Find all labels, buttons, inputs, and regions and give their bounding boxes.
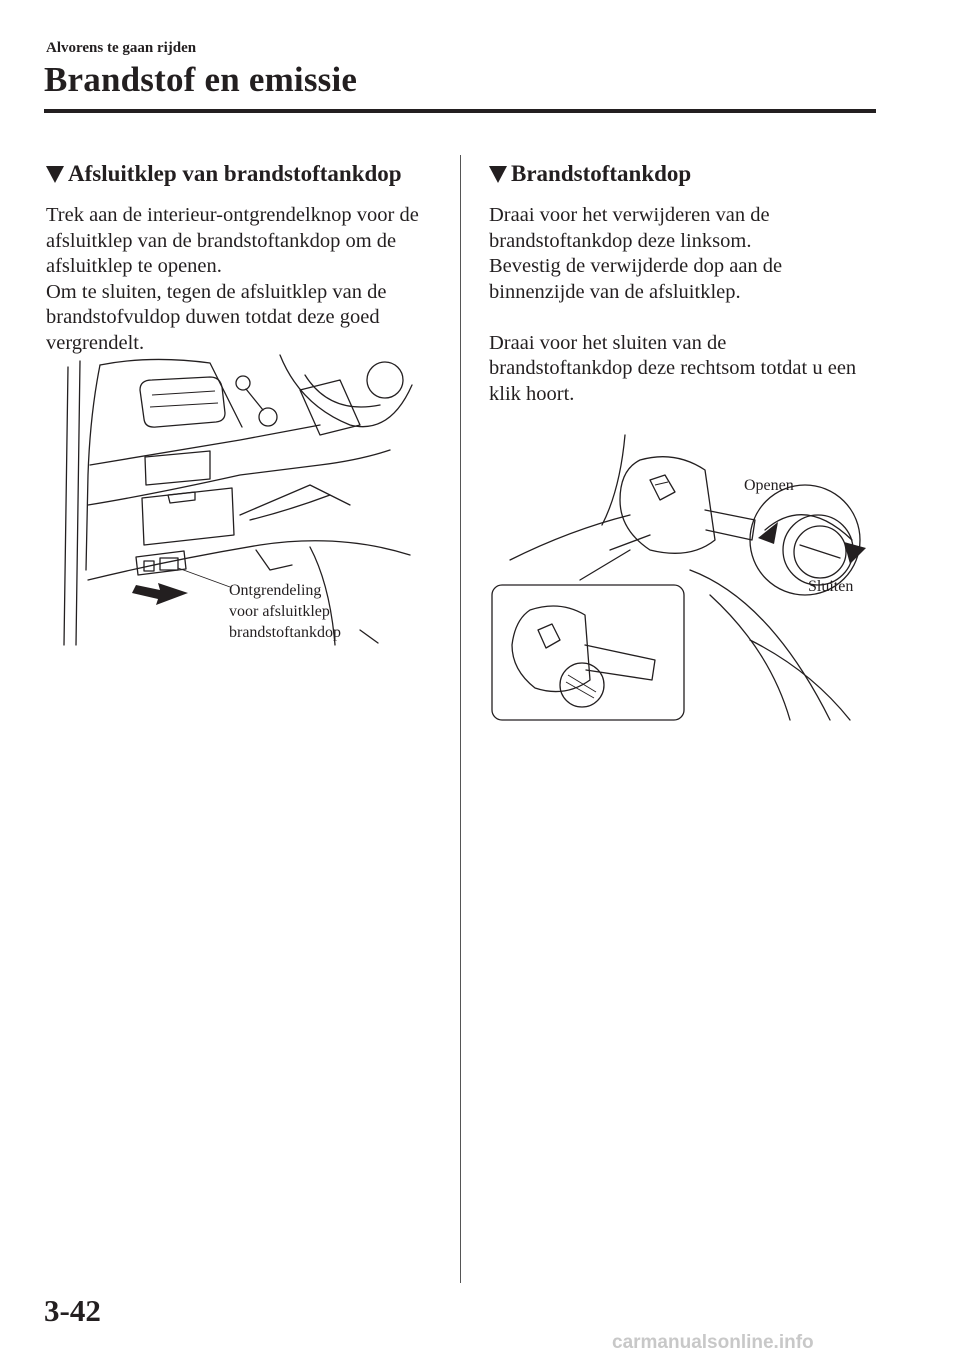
chapter-title: Alvorens te gaan rijden — [46, 40, 197, 56]
column-divider — [460, 155, 461, 1283]
left-paragraph-1: Trek aan de interieur-ontgrendelknop voor de afsluitklep van de brandstoftankdop om de afsluitklep te openen. — [46, 204, 419, 277]
left-body — [46, 203, 441, 356]
page-title: Brandstof en emissie — [44, 60, 358, 99]
open-label: Openen — [744, 477, 794, 494]
left-paragraph-2: Om te sluiten, tegen de afsluitklep van de brandstofvuldop duwen totdat deze goed vergrendelt. — [46, 280, 387, 354]
right-paragraph-2: Bevestig de verwijderde dop aan de binnenzijde van de afsluitklep. — [489, 255, 783, 303]
triangle-bullet-icon — [489, 166, 507, 183]
left-heading-text: Afsluitklep van brandstoftankdop — [68, 161, 402, 186]
page-number: 3-42 — [44, 1293, 101, 1328]
right-heading-text: Brandstoftankdop — [511, 161, 692, 186]
left-heading — [46, 161, 402, 187]
header-rule — [44, 109, 876, 113]
right-paragraph-3: Draai voor het sluiten van de brandstoftankdop deze rechtsom totdat u een klik hoort. — [489, 331, 857, 405]
watermark: carmanualsonline.info — [612, 1332, 814, 1353]
close-label: Sluiten — [808, 578, 854, 595]
right-paragraph-1: Draai voor het verwijderen van de brandstoftankdop deze linksom. — [489, 204, 770, 252]
release-label-line-2: voor afsluitklep — [229, 603, 330, 620]
right-heading — [489, 161, 691, 187]
release-label-line-3: brandstoftankdop — [229, 624, 341, 641]
release-label-line-1: Ontgrendeling — [229, 582, 322, 599]
right-body — [489, 203, 874, 407]
triangle-bullet-icon — [46, 166, 64, 183]
release-label — [229, 580, 341, 643]
